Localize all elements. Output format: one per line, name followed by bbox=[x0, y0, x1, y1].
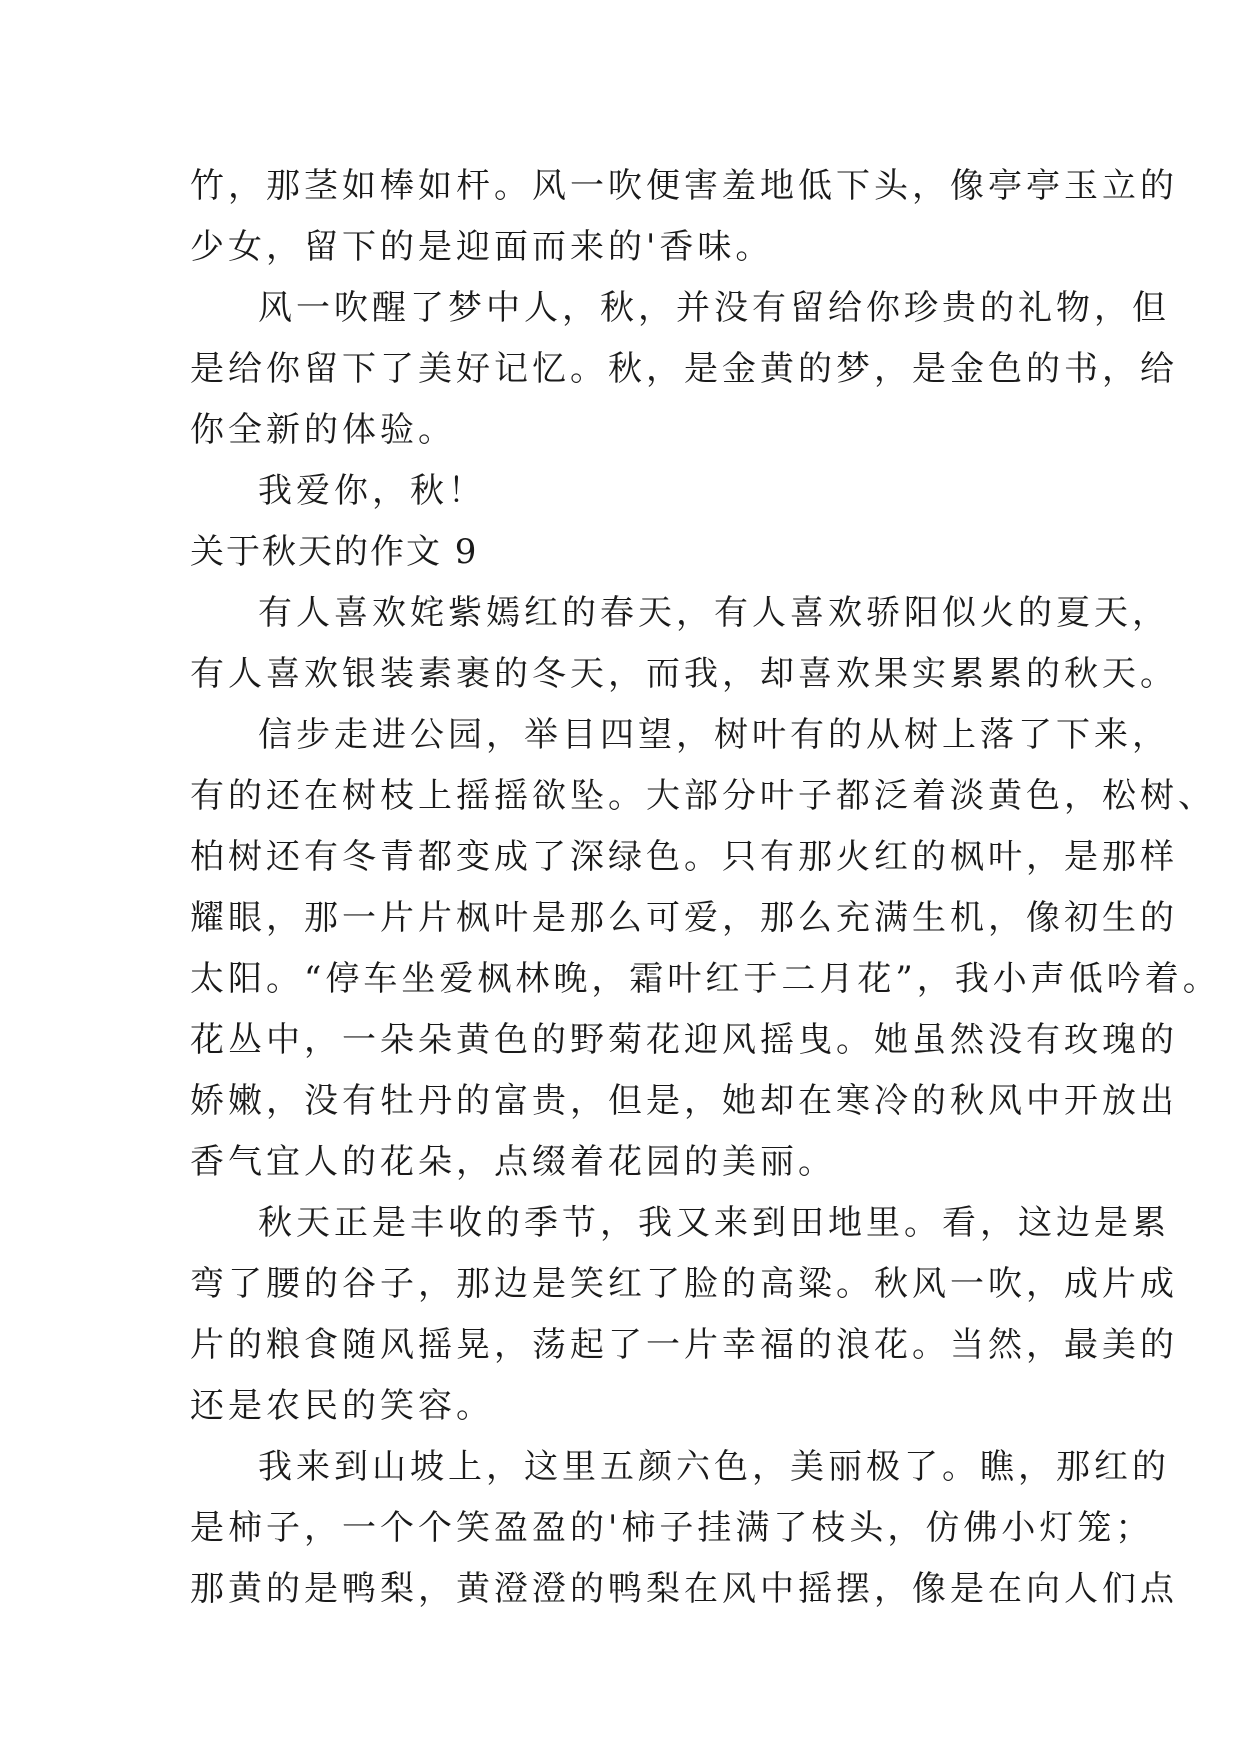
text-line: 太阳。“停车坐爱枫林晚，霜叶红于二月花”，我小声低吟着。 bbox=[190, 959, 1221, 999]
paragraph-start-line: 秋天正是丰收的季节，我又来到田地里。看，这边是累 bbox=[258, 1203, 1170, 1243]
text-line: 娇嫩，没有牡丹的富贵，但是，她却在寒冷的秋风中开放出 bbox=[190, 1081, 1178, 1121]
text-line: 香气宜人的花朵，点缀着花园的美丽。 bbox=[190, 1142, 836, 1182]
essay-text bbox=[190, 156, 1221, 1620]
text-line: 花丛中，一朵朵黄色的野菊花迎风摇曳。她虽然没有玫瑰的 bbox=[190, 1020, 1178, 1060]
text-line: 那黄的是鸭梨，黄澄澄的鸭梨在风中摇摆，像是在向人们点 bbox=[190, 1569, 1178, 1609]
text-line: 柏树还有冬青都变成了深绿色。只有那火红的枫叶，是那样 bbox=[190, 837, 1178, 877]
text-line: 竹，那茎如棒如杆。风一吹便害羞地低下头，像亭亭玉立的 bbox=[190, 166, 1178, 206]
text-line: 你全新的体验。 bbox=[190, 410, 456, 450]
paragraph-start-line: 我爱你，秋！ bbox=[258, 471, 486, 511]
text-line: 有人喜欢银装素裹的冬天，而我，却喜欢果实累累的秋天。 bbox=[190, 654, 1178, 694]
section-heading: 关于秋天的作文 9 bbox=[190, 532, 479, 572]
paragraph-start-line: 信步走进公园，举目四望，树叶有的从树上落了下来， bbox=[258, 715, 1170, 755]
text-line: 还是农民的笑容。 bbox=[190, 1386, 494, 1426]
paragraph-start-line: 我来到山坡上，这里五颜六色，美丽极了。瞧，那红的 bbox=[258, 1447, 1170, 1487]
paragraph-start-line: 风一吹醒了梦中人，秋，并没有留给你珍贵的礼物，但 bbox=[258, 288, 1170, 328]
paragraph-start-line: 有人喜欢姹紫嫣红的春天，有人喜欢骄阳似火的夏天， bbox=[258, 593, 1170, 633]
text-line: 少女，留下的是迎面而来的'香味。 bbox=[190, 227, 774, 267]
text-line: 耀眼，那一片片枫叶是那么可爱，那么充满生机，像初生的 bbox=[190, 898, 1178, 938]
text-line: 弯了腰的谷子，那边是笑红了脸的高粱。秋风一吹，成片成 bbox=[190, 1264, 1178, 1304]
text-line: 有的还在树枝上摇摇欲坠。大部分叶子都泛着淡黄色，松树、 bbox=[190, 776, 1216, 816]
text-line: 是给你留下了美好记忆。秋，是金黄的梦，是金色的书，给 bbox=[190, 349, 1178, 389]
text-line: 是柿子，一个个笑盈盈的'柿子挂满了枝头，仿佛小灯笼； bbox=[190, 1508, 1154, 1548]
text-line: 片的粮食随风摇晃，荡起了一片幸福的浪花。当然，最美的 bbox=[190, 1325, 1178, 1365]
